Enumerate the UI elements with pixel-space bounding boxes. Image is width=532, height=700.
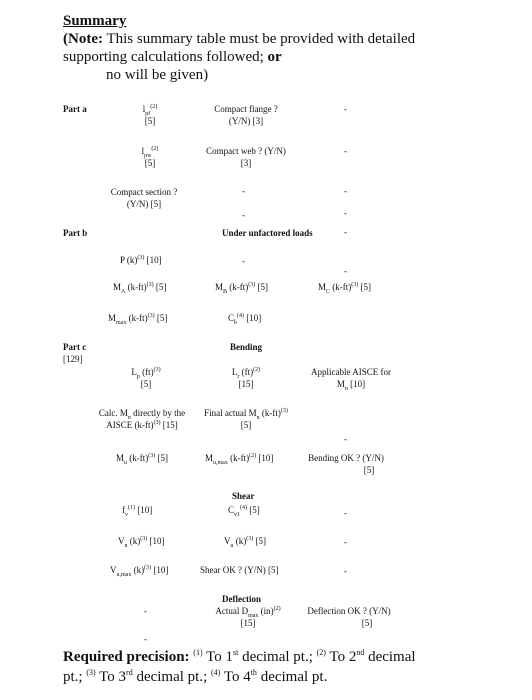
calc-mn-cell (92, 407, 192, 431)
lp-symbol: L (131, 367, 137, 377)
note-label: Note: (68, 31, 103, 47)
final-mn-text: Final actual M (204, 408, 257, 418)
vu-sub: u (230, 542, 234, 549)
lp-unit: (ft) (139, 367, 154, 377)
compact-web-points: [3] (240, 158, 252, 168)
mu-cell (116, 452, 168, 464)
vu-symbol: V (224, 536, 231, 546)
mumax-unit: (k-ft) (227, 453, 250, 463)
part-a-label: Part a (63, 104, 87, 114)
cb-sub: b (234, 319, 238, 326)
lpw-points: [5] (144, 158, 156, 168)
part-c-total: [129] (63, 354, 83, 364)
dmax-sup: (2) (273, 606, 281, 612)
calc-mn-text: Calc. M (98, 408, 128, 418)
aisce-cell (296, 366, 406, 390)
precision-line-2 (63, 667, 327, 687)
precision-cont: pt.; (63, 669, 87, 685)
answer-dash: - (344, 227, 347, 237)
mmax-sup: (3) (147, 313, 155, 319)
precision-rest-2: decimal (364, 649, 416, 665)
cv1-sub: v1 (234, 511, 241, 518)
fv-sup: (1) (128, 505, 135, 511)
calc-mn-text-2: directly by the (130, 408, 186, 418)
dmax-points: [15] (240, 618, 256, 628)
vn-sup: (3) (140, 536, 148, 542)
lpf-sub: pf (145, 110, 151, 117)
mb-unit: (k-ft) (227, 282, 249, 292)
mmax-points: [5] (154, 313, 168, 323)
precision-mark-4: (4) (211, 668, 221, 677)
precision-text-1: To 1 (202, 649, 233, 665)
mb-points: [5] (255, 282, 269, 292)
precision-mark-2: (2) (316, 648, 326, 657)
lp-points: [5] (140, 379, 152, 389)
vumax-sup: (3) (144, 565, 152, 571)
aisce-points: [10] (347, 379, 366, 389)
calc-mn-sub: n (127, 414, 131, 421)
note-line-1 (63, 30, 415, 48)
mu-sub: u (124, 459, 128, 466)
mumax-sup: (2) (249, 453, 257, 459)
lr-unit: (ft) (239, 367, 254, 377)
note-text-2: supporting calculations followed; (63, 49, 268, 65)
note-line-3: no will be given) (106, 67, 209, 83)
precision-mark-3: (3) (86, 668, 96, 677)
cb-points: [10] (244, 313, 262, 323)
mc-symbol: M (318, 282, 327, 292)
precision-ordinal-2: nd (356, 648, 365, 657)
final-mn-unit: (k-ft) (259, 408, 281, 418)
dmax-sub: max (248, 612, 259, 619)
bending-heading: Bending (230, 342, 263, 352)
answer-dash: - (144, 634, 147, 644)
vu-points: [5] (253, 536, 266, 546)
dmax-text: Actual D (215, 606, 249, 616)
lr-sub: r (237, 373, 240, 380)
calc-mn-unit: AISCE (k-ft) (106, 420, 154, 430)
mc-unit: (k-ft) (330, 282, 352, 292)
deflection-ok-cell (294, 605, 404, 629)
precision-label: Required precision: (63, 649, 190, 665)
note-text-1: This summary table must be provided with detailed (102, 31, 416, 47)
cb-sup: (4) (237, 313, 245, 319)
answer-dash: - (344, 266, 347, 276)
lr-sup: (2) (253, 367, 261, 373)
vn-symbol: V (118, 536, 125, 546)
p-sup: (3) (137, 255, 145, 261)
calc-mn-points: [15] (160, 420, 178, 430)
lp-cell (118, 366, 174, 390)
compact-section-points: (Y/N) [5] (126, 199, 162, 209)
answer-dash: - (344, 186, 347, 196)
cv1-sup: (4) (240, 505, 248, 511)
vu-cell (224, 535, 266, 547)
p-symbol: P (k) (120, 255, 138, 265)
ma-unit: (k-ft) (125, 282, 147, 292)
vumax-unit: (k) (131, 565, 145, 575)
mu-points: [5] (155, 453, 169, 463)
final-mn-cell (196, 407, 296, 431)
answer-dash: - (344, 508, 347, 518)
compact-section-cell (100, 186, 188, 210)
fv-points: [10] (135, 505, 153, 515)
final-mn-sub: n (256, 414, 260, 421)
answer-dash: - (242, 210, 245, 220)
ma-points: [5] (153, 282, 167, 292)
precision-ordinal-1: st (232, 648, 239, 657)
vumax-sub: u,max (116, 571, 132, 578)
lp-sup: (3) (153, 367, 161, 373)
note-open: ( (63, 31, 68, 47)
precision-text-4: To 4 (220, 669, 251, 685)
precision-rest-1: decimal pt.; (238, 649, 317, 665)
answer-dash: - (242, 256, 245, 266)
part-b-label: Part b (63, 228, 88, 238)
precision-line-1 (63, 647, 416, 667)
vumax-points: [10] (151, 565, 169, 575)
lr-symbol: L (231, 367, 238, 377)
unfactored-heading: Under unfactored loads (222, 228, 313, 238)
answer-dash: - (144, 606, 147, 616)
summary-title: Summary (63, 13, 127, 29)
mb-symbol: M (215, 282, 224, 292)
answer-dash: - (344, 566, 347, 576)
bending-ok-question: Bending OK ? (Y/N) (308, 453, 384, 463)
mc-points: [5] (358, 282, 372, 292)
answer-dash: - (344, 146, 347, 156)
answer-dash: - (344, 208, 347, 218)
lpw-sup: (2) (151, 146, 159, 152)
aisce-label: Applicable AISCE for (311, 367, 391, 377)
fv-cell (122, 504, 152, 516)
ma-cell (113, 281, 166, 293)
cb-symbol: C (228, 313, 235, 323)
vn-unit: (k) (127, 536, 141, 546)
mc-sub: C (326, 288, 331, 295)
precision-text-2: To 2 (325, 649, 357, 665)
aisce-sub: n (344, 385, 348, 392)
mumax-symbol: M (205, 453, 214, 463)
mumax-points: [10] (256, 453, 274, 463)
lpf-cell (128, 103, 172, 127)
mumax-cell (205, 452, 273, 464)
lp-sub: p (136, 373, 140, 380)
mmax-symbol: M (108, 313, 117, 323)
lpf-symbol: l (142, 104, 146, 114)
compact-web-cell (190, 145, 302, 169)
mb-cell (215, 281, 268, 293)
final-mn-points: [5] (240, 420, 252, 430)
vn-points: [10] (147, 536, 165, 546)
mc-cell (318, 281, 371, 293)
compact-flange-points: (Y/N) [3] (228, 116, 264, 126)
deflection-ok-points: [5] (361, 618, 373, 628)
answer-dash: - (344, 104, 347, 114)
precision-ordinal-4: th (250, 668, 257, 677)
fv-symbol: f (122, 505, 125, 515)
mmax-unit: (k-ft) (126, 313, 148, 323)
precision-mark-1: (1) (193, 648, 203, 657)
bending-ok-cell (292, 452, 400, 476)
final-mn-sup: (3) (280, 408, 288, 414)
precision-rest-3: decimal pt.; (132, 669, 212, 685)
lpf-sup: (2) (150, 104, 158, 110)
mu-unit: (k-ft) (127, 453, 149, 463)
mumax-sub: u,max (213, 459, 228, 466)
compact-flange-question: Compact flange ? (214, 104, 278, 114)
calc-mn-sup: (3) (153, 420, 161, 426)
cv1-points: [5] (247, 505, 260, 515)
cv1-symbol: C (228, 505, 235, 515)
vu-unit: (k) (233, 536, 247, 546)
dmax-unit: (in) (258, 606, 274, 616)
cb-cell (228, 312, 261, 324)
compact-section-question: Compact section ? (110, 187, 178, 197)
fv-sub: v (125, 511, 128, 518)
shear-heading: Shear (232, 491, 255, 501)
ma-symbol: M (113, 282, 122, 292)
cv1-cell (228, 504, 260, 516)
mmax-sub: max (116, 319, 127, 326)
compact-web-question: Compact web ? (Y/N) (206, 146, 286, 156)
part-c-label: Part c (63, 342, 87, 352)
mu-sup: (3) (148, 453, 156, 459)
mc-sup: (3) (351, 282, 359, 288)
p-points: [10] (144, 255, 162, 265)
lpw-symbol: l (141, 146, 145, 156)
deflection-heading: Deflection (222, 594, 261, 604)
vn-sub: n (124, 542, 128, 549)
answer-dash: - (242, 186, 245, 196)
ma-sub: A (121, 288, 126, 295)
precision-rest-4: decimal pt. (256, 669, 328, 685)
lpw-sub: pw (144, 152, 152, 159)
mmax-cell (108, 312, 167, 324)
precision-ordinal-3: rd (126, 668, 133, 677)
note-line-2 (63, 48, 282, 66)
vu-sup: (3) (246, 536, 254, 542)
lr-cell (218, 366, 274, 390)
mb-sup: (3) (248, 282, 256, 288)
answer-dash: - (344, 537, 347, 547)
mu-symbol: M (116, 453, 125, 463)
answer-dash: - (344, 434, 347, 444)
vn-cell (118, 535, 165, 547)
shear-ok-cell: Shear OK ? (Y/N) [5] (200, 565, 279, 575)
note-or: or (267, 49, 282, 65)
mb-sub: B (223, 288, 228, 295)
lr-points: [15] (238, 379, 254, 389)
lpw-cell (128, 145, 172, 169)
dmax-cell (200, 605, 296, 629)
vumax-symbol: V (110, 565, 117, 575)
vumax-cell (110, 564, 168, 576)
deflection-ok-question: Deflection OK ? (Y/N) (307, 606, 391, 616)
precision-text-3: To 3 (95, 669, 127, 685)
aisce-symbol: M (336, 379, 345, 389)
compact-flange-cell (196, 103, 296, 127)
p-cell (120, 254, 162, 266)
ma-sup: (3) (146, 282, 154, 288)
bending-ok-points: [5] (363, 465, 375, 475)
lpf-points: [5] (144, 116, 156, 126)
